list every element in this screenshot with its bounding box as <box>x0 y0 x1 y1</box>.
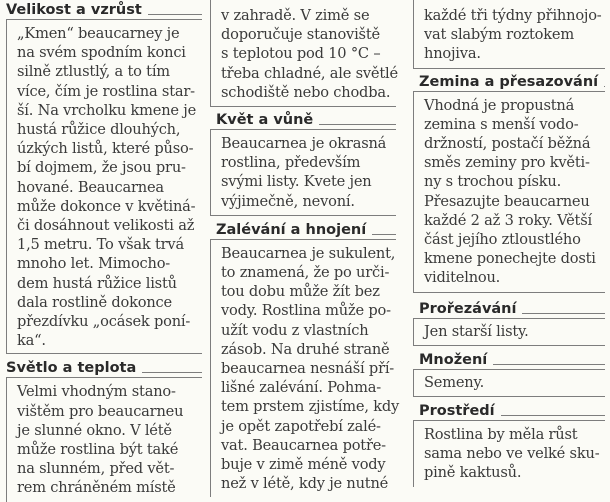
text-line: může rostlina být také <box>17 441 179 459</box>
text-line: držností, postačí běžná <box>424 135 591 153</box>
text-line: výjimečně, nevoní. <box>221 192 355 210</box>
text-line: bí dojmem, že jsou pru- <box>17 159 186 177</box>
text-line: tou dobu může žít bez <box>221 283 380 301</box>
text-line: Beaucarnea je sukulent, <box>221 244 396 262</box>
section-header-prorezavani <box>413 301 605 318</box>
text-line: ší. Na vrcholku kmene je <box>17 101 197 119</box>
header-rule <box>372 234 396 235</box>
text-line: pině kaktusů. <box>424 464 522 482</box>
text-line: sama nebo ve velké sku- <box>424 445 600 463</box>
text-line: užít vodu z vlastních <box>221 321 369 339</box>
text-line: více, čím je rostlina star- <box>17 82 195 100</box>
header-rule <box>142 372 202 373</box>
section-body-velikost <box>6 19 202 354</box>
text-line: ny s trochou písku. <box>424 173 562 191</box>
section-title-mnozeni: Množení <box>419 351 488 368</box>
text-line: na slunném, před vět- <box>17 460 175 478</box>
text-line: je opět zapotřebí zalé- <box>221 417 381 435</box>
text-line: doporučuje stanoviště <box>221 26 380 44</box>
text-line: v zahradě. V zimě se <box>221 7 370 24</box>
text-line: hované. Beaucarnea <box>17 178 164 196</box>
text-line: dem hustá růžice listů <box>17 274 177 292</box>
section-title-svetlo: Světlo a teplota <box>6 360 137 377</box>
text-line: schodiště nebo chodba. <box>221 83 391 101</box>
section-title-zalevani: Zalévání a hnojení <box>216 221 367 238</box>
text-line: Semeny. <box>424 373 485 391</box>
section-header-mnozeni <box>413 352 605 369</box>
text-line: hnojiva. <box>424 45 481 63</box>
text-line: část jejího ztloustlého <box>424 231 581 249</box>
text-line: přezdívku „ocásek poní- <box>17 313 191 331</box>
text-line: 1,5 metru. To však trvá <box>17 236 184 254</box>
text-line: Jen starší listy. <box>424 322 529 340</box>
section-title-kvet: Květ a vůně <box>216 112 314 129</box>
text-line: vat slabým roztokem <box>424 26 574 44</box>
text-line: to znamená, že po urči- <box>221 264 390 282</box>
text-line: ka“. <box>17 332 46 350</box>
text-line: tem prstem zjistíme, kdy <box>221 398 400 416</box>
text-line: každé tři týdny přihnojo- <box>424 7 602 24</box>
column-2 <box>210 0 400 497</box>
section-header-kvet <box>210 112 396 129</box>
text-line: kmene ponechejte dosti <box>424 250 596 268</box>
column-1 <box>6 0 202 502</box>
text-line: viditelnou. <box>424 269 501 287</box>
text-line: „Kmen“ beaucarney je <box>17 25 180 42</box>
text-line: na svém spodním konci <box>17 44 186 62</box>
section-title-prostredi: Prostředí <box>419 403 495 420</box>
section-body-svetlo-cont <box>210 0 396 107</box>
text-line: či dosáhnout velikosti až <box>17 217 195 235</box>
text-line: mnoho let. Mimocho- <box>17 255 171 273</box>
text-line: zásob. Na druhé straně <box>221 340 390 358</box>
section-body-prostredi <box>413 420 605 487</box>
text-line: Beaucarnea je okrasná <box>221 135 387 153</box>
text-line: Rostlina by měla růst <box>424 426 578 444</box>
text-line: beaucarnea nesnáší pří- <box>221 360 395 378</box>
text-line: buje v zimě méně vody <box>221 456 386 474</box>
section-body-mnozeni <box>413 369 605 397</box>
header-rule <box>501 415 605 416</box>
text-line: vody. Rostlina může po- <box>221 302 391 320</box>
section-header-velikost <box>6 2 202 19</box>
text-line: než v létě, kdy je nutné <box>221 475 389 493</box>
text-line: třeba chladné, ale světlé <box>221 64 398 82</box>
section-header-zalevani <box>210 222 396 239</box>
text-line: rostlina, především <box>221 154 361 172</box>
text-line: je slunné okno. V létě <box>17 421 172 439</box>
text-line: rem chráněném místě <box>17 479 176 497</box>
text-line: vat. Beaucarnea potře- <box>221 436 386 454</box>
section-header-svetlo <box>6 360 202 377</box>
header-rule <box>522 313 605 314</box>
section-body-kvet <box>210 129 396 216</box>
text-line: Vhodná je propustná <box>424 96 575 114</box>
section-body-prorezavani <box>413 318 605 346</box>
header-rule <box>493 364 605 365</box>
text-line: hustá růžice dlouhých, <box>17 121 181 139</box>
section-header-prostredi <box>413 403 605 420</box>
text-line: vištěm pro beaucarneu <box>17 402 184 420</box>
text-line: dala rostlině dokonce <box>17 293 172 311</box>
text-line: úzkých listů, které půso- <box>17 140 194 158</box>
text-line: silně ztlustlý, a to tím <box>17 63 170 81</box>
text-line: Přesazujte beaucarneu <box>424 192 590 210</box>
header-rule <box>148 14 202 15</box>
section-body-svetlo <box>6 377 202 501</box>
text-line: každé 2 až 3 roky. Větší <box>424 211 592 229</box>
section-title-velikost: Velikost a vzrůst <box>6 2 142 18</box>
section-header-zemina <box>413 74 605 91</box>
text-line: směs zeminy pro květi- <box>424 154 590 172</box>
column-3 <box>413 0 605 487</box>
header-rule <box>604 86 605 87</box>
text-line: s teplotou pod 10 °C – <box>221 45 381 63</box>
section-title-prorezavani: Prořezávání <box>419 300 517 317</box>
section-body-zalevani <box>210 239 400 498</box>
text-line: lišné zalévání. Pohma- <box>221 379 381 397</box>
text-line: Velmi vhodným stano- <box>17 383 176 401</box>
text-line: zemina s menší vodo- <box>424 115 579 133</box>
text-line: může dokonce v květiná- <box>17 197 196 215</box>
section-body-zemina <box>413 91 605 293</box>
header-rule <box>319 124 396 125</box>
text-line: svými listy. Kvete jen <box>221 173 372 191</box>
section-title-zemina: Zemina a přesazování <box>419 73 599 90</box>
section-body-zalevani-cont <box>413 0 605 69</box>
